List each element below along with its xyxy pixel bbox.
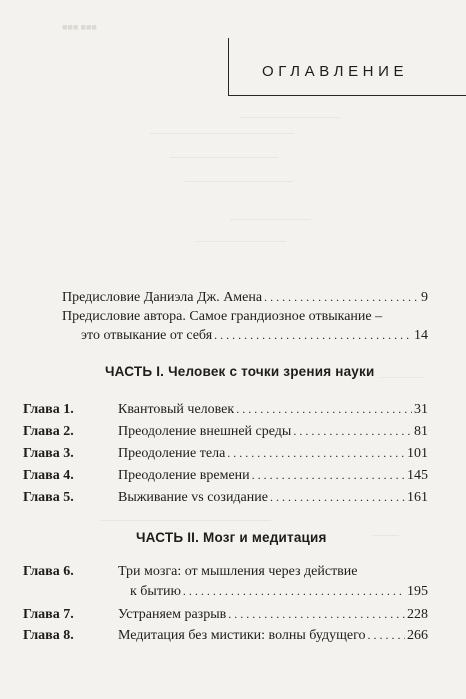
chapter-title: Преодоление времени [118,468,250,483]
leader-dots [367,628,405,643]
toc-entry-chapter-1 [23,402,428,418]
chapter-label: Глава 4. [23,468,74,483]
toc-entry-preface-amen [62,290,428,306]
toc-entry-chapter-2 [23,424,428,440]
header-rule-vertical [228,38,229,96]
chapter-label: Глава 2. [23,424,74,439]
chapter-page: 266 [407,628,428,643]
toc-entry-preface-author-line1: Предисловие автора. Самое грандиозное отвыкание – [62,309,383,324]
chapter-title: Преодоление внешней среды [118,424,292,439]
chapter-page: 145 [407,468,428,483]
chapter-page: 101 [407,446,428,461]
part-2-heading: ЧАСТЬ II. Мозг и медитация [136,530,327,545]
chapter-page: 228 [407,607,428,622]
toc-entry-chapter-8 [23,628,428,644]
chapter-label: Глава 3. [23,446,74,461]
toc-page: ■■■ ■■■ ——————————— ———————————————— ———————————— ———————————— ————————— —————————— ————— ——————————————————— ——— ОГЛАВЛЕНИЕ Предисловие Даниэла Дж. Амена . . . 9 Предисловие автора. Самое грандиозное отвыкание – это отвыкание от себя . . . 14 ЧАСТЬ I. Человек с точки зрения науки Глава 1. Квантовый человек . . . 31 Глава 2. Преодоление внешней среды . . . 81 Глава 3. Преодоление тела . . . 101 Глава 4. Преодоление времени . . . 145 Глава 5. Выживание vs созидание . . . 161 ЧАСТЬ II. Мозг и медитация Глава 6. Три мозга: от мышления через действие к бытию . . . 195 Глава 7. Устраняем разрыв . . . 228 Глава 8. Медитация без мистики: волны будущего . . . 266 [0,0,466,699]
entry-title: Предисловие Даниэла Дж. Амена [62,290,263,305]
leader-dots [228,607,405,622]
chapter-title: Устраняем разрыв [118,607,227,622]
chapter-page: 31 [414,402,428,417]
chapter-page: 81 [414,424,428,439]
chapter-title: Медитация без мистики: волны будущего [118,628,366,643]
toc-entry-chapter-7 [23,607,428,623]
entry-title: это отвыкание от себя [81,328,213,343]
leader-dots [270,490,405,505]
chapter-title: Преодоление тела [118,446,226,461]
leader-dots [236,402,412,417]
toc-entry-chapter-6-line1 [23,564,428,580]
header-rule-horizontal [228,95,466,96]
leader-dots [264,290,419,305]
leader-dots [293,424,412,439]
chapter-label: Глава 7. [23,607,74,622]
chapter-title: Квантовый человек [118,402,235,417]
chapter-label: Глава 8. [23,628,74,643]
leader-dots [227,446,405,461]
leader-dots [183,584,405,599]
chapter-label: Глава 5. [23,490,74,505]
part-1-heading: ЧАСТЬ I. Человек с точки зрения науки [105,364,375,379]
entry-page: 14 [414,328,428,343]
leader-dots [214,328,412,343]
toc-entry-chapter-3 [23,446,428,462]
toc-entry-chapter-5 [23,490,428,506]
chapter-label: Глава 6. [23,564,74,579]
toc-entry-preface-author [81,328,428,344]
chapter-page: 195 [407,584,428,599]
toc-heading: ОГЛАВЛЕНИЕ [262,63,409,80]
toc-entry-chapter-6 [130,584,428,600]
entry-page: 9 [421,290,428,305]
chapter-page: 161 [407,490,428,505]
chapter-title: к бытию [130,584,181,599]
chapter-title: Выживание vs созидание [118,490,268,505]
leader-dots [252,468,405,483]
chapter-title: Три мозга: от мышления через действие [118,564,358,579]
toc-entry-chapter-4 [23,468,428,484]
chapter-label: Глава 1. [23,402,74,417]
